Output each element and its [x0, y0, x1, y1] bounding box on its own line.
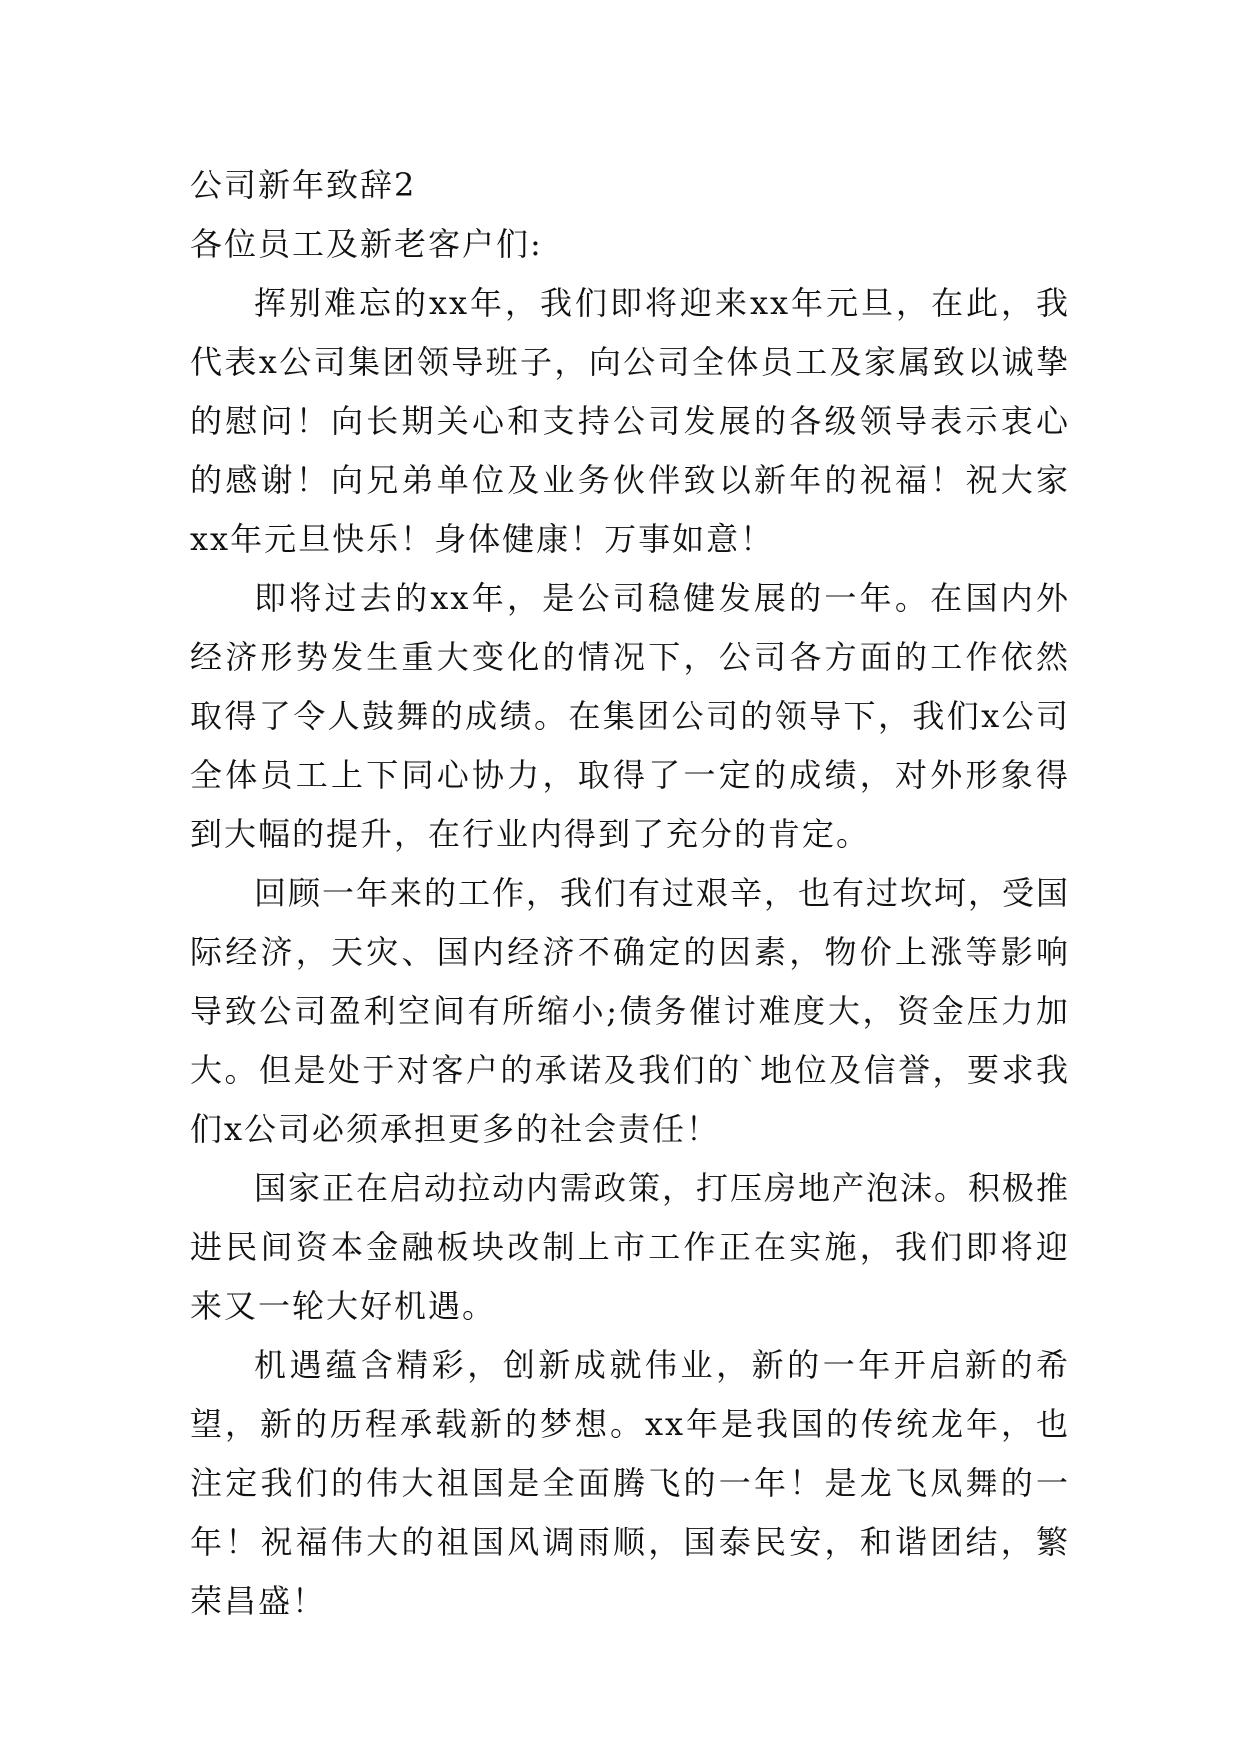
document-title: 公司新年致辞2: [190, 166, 417, 204]
salutation: 各位员工及新老客户们:: [190, 225, 543, 263]
document-page: [190, 156, 1070, 1631]
paragraph-review: 即将过去的xx年，是公司稳健发展的一年。在国内外经济形势发生重大变化的情况下，公司各方面的工作依然取得了令人鼓舞的成绩。在集团公司的领导下，我们x公司全体员工上下同心协力，取得了一定的成绩，对外形象得到大幅的提升，在行业内得到了充分的肯定。: [190, 579, 1070, 853]
paragraph-wishes: 机遇蕴含精彩，创新成就伟业，新的一年开启新的希望，新的历程承载新的梦想。xx年是我国的传统龙年，也注定我们的伟大祖国是全面腾飞的一年！是龙飞凤舞的一年！祝福伟大的祖国风调雨顺，国泰民安，和谐团结，繁荣昌盛！: [190, 1346, 1070, 1620]
paragraph-greeting: 挥别难忘的xx年，我们即将迎来xx年元旦，在此，我代表x公司集团领导班子，向公司全体员工及家属致以诚挚的慰问！向长期关心和支持公司发展的各级领导表示衷心的感谢！向兄弟单位及业务伙伴致以新年的祝福！祝大家xx年元旦快乐！身体健康！万事如意！: [190, 284, 1070, 558]
paragraph-opportunity: 国家正在启动拉动内需政策，打压房地产泡沫。积极推进民间资本金融板块改制上市工作正在实施，我们即将迎来又一轮大好机遇。: [190, 1169, 1071, 1325]
paragraph-challenges: 回顾一年来的工作，我们有过艰辛，也有过坎坷，受国际经济，天灾、国内经济不确定的因素，物价上涨等影响导致公司盈利空间有所缩小;债务催讨难度大，资金压力加大。但是处于对客户的承诺及我们的`地位及信誉，要求我们x公司必须承担更多的社会责任！: [190, 874, 1071, 1148]
